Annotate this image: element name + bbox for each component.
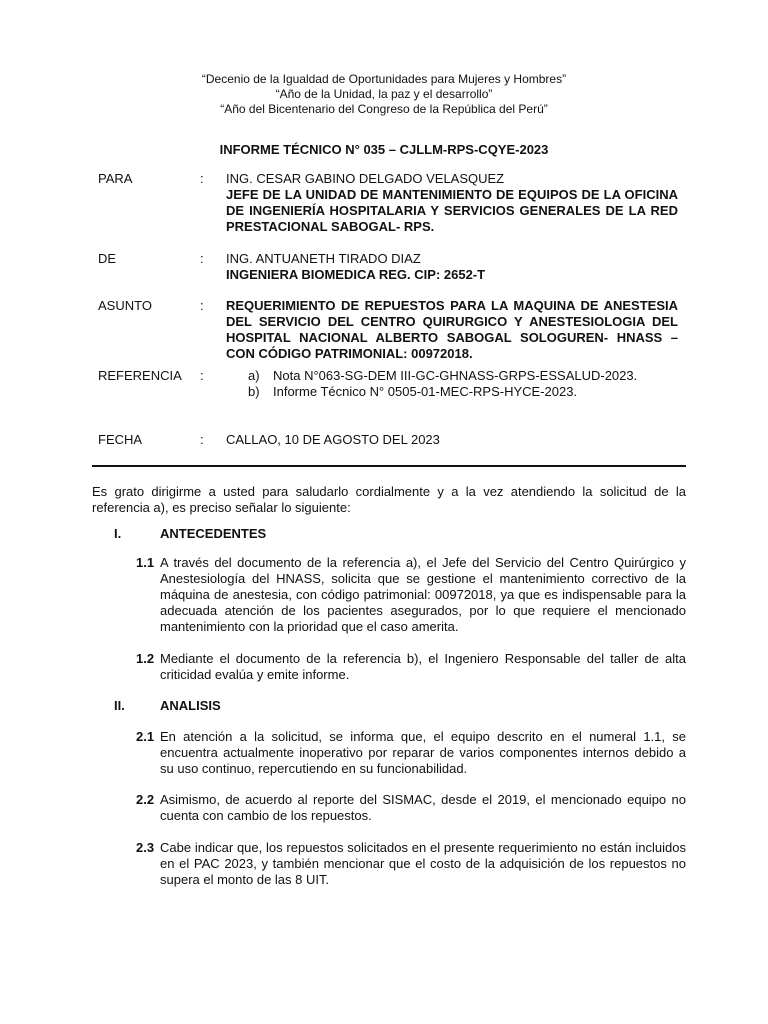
referencia-colon: : [200,368,204,383]
de-value [226,251,678,283]
fecha-text: CALLAO, 10 DE AGOSTO DEL 2023 [226,432,440,447]
report-title: INFORME TÉCNICO N° 035 – CJLLM-RPS-CQYE-2023 [219,142,549,157]
reference-list [248,368,637,400]
section-number: II. [114,698,125,713]
asunto-label: ASUNTO [98,298,152,313]
section-number: I. [114,526,122,541]
de-label: DE [98,251,117,266]
paragraph-number: 2.2 [136,792,155,807]
de-name: ING. ANTUANETH TIRADO DIAZ [226,251,421,266]
section-heading-analisis [114,698,221,714]
asunto-text: REQUERIMIENTO DE REPUESTOS PARA LA MAQUINA DE ANESTESIA DEL SERVICIO DEL CENTRO QUIRURGICO Y ANESTESIOLOGIA DEL HOSPITAL NACIONAL ALBERTO SABOGAL SOLOGUREN- HNASS – CON CÓDIGO PATRIMONIAL: 00972018. [226,298,678,361]
para-colon: : [200,171,204,186]
motto-line-3: “Año del Bicentenario del Congreso de la República del Perú” [220,102,548,116]
para-name: ING. CESAR GABINO DELGADO VELASQUEZ [226,171,505,186]
section-title: ANTECEDENTES [160,526,267,541]
section-title: ANALISIS [160,698,221,713]
section-heading-antecedentes [114,526,266,542]
fecha-colon: : [200,432,204,447]
referencia-label: REFERENCIA [98,368,182,383]
reference-item-marker: a) [248,368,260,383]
commemorative-mottos [0,72,768,117]
paragraph-text: Asimismo, de acuerdo al reporte del SISMAC, desde el 2019, el mencionado equipo no cuenta con cambio de los repuestos. [160,792,686,823]
paragraph-number: 2.1 [136,729,155,744]
paragraph-number: 2.3 [136,840,155,855]
header-divider [92,465,686,467]
reference-item-text: Informe Técnico N° 0505-01-MEC-RPS-HYCE-2023. [273,384,578,399]
de-colon: : [200,251,204,266]
reference-item [248,368,637,384]
motto-line-1: “Decenio de la Igualdad de Oportunidades para Mujeres y Hombres” [201,72,567,86]
reference-item-text: Nota N°063-SG-DEM III-GC-GHNASS-GRPS-ESSALUD-2023. [273,368,638,383]
para-label: PARA [98,171,133,186]
intro-paragraph: Es grato dirigirme a usted para saludarlo cordialmente y a la vez atendiendo la solicitud de la referencia a), es preciso señalar lo siguiente: [92,484,686,515]
paragraph-text: A través del documento de la referencia a), el Jefe del Servicio del Centro Quirúrgico y Anestesiología del HNASS, solicita que se gestione el mantenimiento correctivo de la máquina de anestesia, con código patrimonial: 00972018, ya que es indispensable para la adecuada atención de los pacientes asegurados, por lo que requiere el mencionado mantenimiento con la prioridad que el caso amerita. [160,555,686,634]
para-value [226,171,678,235]
motto-line-2: “Año de la Unidad, la paz y el desarrollo” [275,87,493,101]
paragraph-number: 1.2 [136,651,155,666]
fecha-label: FECHA [98,432,143,447]
reference-item-marker: b) [248,384,260,399]
paragraph-text: En atención a la solicitud, se informa que, el equipo descrito en el numeral 1.1, se encuentra actualmente inoperativo por reparar de varios componentes internos debido a su uso continuo, repercutiendo en su funcionabilidad. [160,729,686,776]
reference-item [248,384,637,400]
paragraph-text: Cabe indicar que, los repuestos solicitados en el presente requerimiento no están incluidos en el PAC 2023, y también mencionar que el costo de la adquisición de los repuestos no supera el monto de las 8 UIT. [160,840,686,887]
de-role: INGENIERA BIOMEDICA REG. CIP: 2652-T [226,267,486,282]
para-role: JEFE DE LA UNIDAD DE MANTENIMIENTO DE EQUIPOS DE LA OFICINA DE INGENIERÍA HOSPITALARIA Y SERVICIOS GENERALES DE LA RED PRESTACIONAL SABOGAL- RPS. [226,187,678,234]
paragraph-number: 1.1 [136,555,155,570]
paragraph-text: Mediante el documento de la referencia b), el Ingeniero Responsable del taller de alta criticidad evalúa y emite informe. [160,651,686,682]
asunto-colon: : [200,298,204,313]
